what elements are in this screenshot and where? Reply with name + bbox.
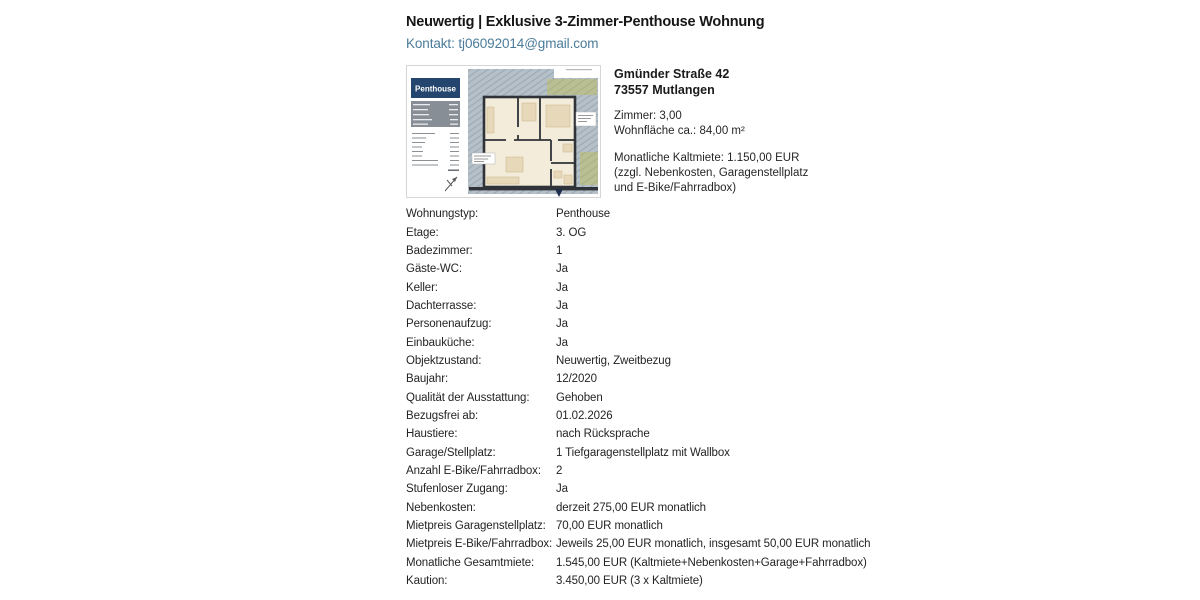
row-label: Dachterrasse:	[406, 299, 477, 312]
floorplan-image	[406, 65, 601, 198]
table-row	[406, 333, 886, 351]
row-label: Badezimmer:	[406, 244, 473, 257]
table-row	[406, 572, 886, 590]
table-row	[406, 223, 886, 241]
row-label: Kaution:	[406, 575, 448, 588]
details-table	[406, 205, 886, 590]
rooms-line: Zimmer: 3,00	[614, 110, 682, 122]
row-label: Nebenkosten:	[406, 501, 476, 514]
row-value: nach Rücksprache	[556, 428, 650, 441]
row-value: derzeit 275,00 EUR monatlich	[556, 501, 706, 514]
row-label: Objektzustand:	[406, 354, 482, 367]
rent-line-3: und E-Bike/Fahrradbox)	[614, 182, 737, 194]
row-value: Ja	[556, 318, 568, 331]
row-label: Bezugsfrei ab:	[406, 409, 479, 422]
expose-page	[406, 12, 886, 590]
row-label: Haustiere:	[406, 428, 458, 441]
row-value: Ja	[556, 263, 568, 276]
table-row	[406, 480, 886, 498]
row-value: Jeweils 25,00 EUR monatlich, insgesamt 50,00 EUR monatlich	[556, 538, 871, 551]
row-value: Penthouse	[556, 208, 611, 221]
row-value: Gehoben	[556, 391, 603, 404]
row-value: Ja	[556, 299, 568, 312]
row-value: Ja	[556, 483, 568, 496]
address-street: Gmünder Straße 42	[614, 67, 730, 81]
row-value: 1 Tiefgaragenstellplatz mit Wallbox	[556, 446, 730, 459]
spec-lines	[614, 109, 808, 138]
floorplan-plan	[468, 67, 599, 197]
table-row	[406, 260, 886, 278]
row-label: Mietpreis E-Bike/Fahrradbox:	[406, 538, 553, 551]
table-row	[406, 517, 886, 535]
table-row	[406, 205, 886, 223]
row-label: Mietpreis Garagenstellplatz:	[406, 520, 546, 533]
row-value: Ja	[556, 336, 568, 349]
row-value: 01.02.2026	[556, 409, 613, 422]
row-label: Baujahr:	[406, 373, 449, 386]
row-label: Monatliche Gesamtmiete:	[406, 556, 535, 569]
address-block	[614, 65, 808, 198]
page-title: Neuwertig | Exklusive 3-Zimmer-Penthouse Wohnung	[406, 14, 765, 30]
row-value: 12/2020	[556, 373, 597, 386]
row-label: Etage:	[406, 226, 439, 239]
penthouse-badge-label: Penthouse	[415, 84, 456, 94]
contact-line	[406, 34, 886, 53]
lawn-strip-top	[547, 79, 597, 95]
row-label: Gäste-WC:	[406, 263, 462, 276]
area-line: Wohnfläche ca.: 84,00 m²	[614, 124, 745, 137]
row-value: 2	[556, 464, 563, 477]
row-label: Stufenloser Zugang:	[406, 483, 508, 496]
dimension-line	[566, 69, 592, 70]
contact-email-link[interactable]: tj06092014@gmail.com	[458, 36, 599, 51]
row-label: Personenaufzug:	[406, 318, 492, 331]
row-label: Qualität der Ausstattung:	[406, 391, 530, 404]
row-label: Wohnungstyp:	[406, 208, 479, 221]
rent-line-1: Monatliche Kaltmiete: 1.150,00 EUR	[614, 152, 800, 164]
lawn-patch-bottom	[580, 152, 598, 185]
property-summary	[406, 65, 886, 198]
table-row	[406, 462, 886, 480]
table-row	[406, 535, 886, 553]
table-row	[406, 554, 886, 572]
rent-block	[614, 151, 808, 196]
floorplan-thumbnail[interactable]	[406, 65, 601, 198]
table-row	[406, 370, 886, 388]
table-row	[406, 407, 886, 425]
row-value: 3.450,00 EUR (3 x Kaltmiete)	[556, 575, 703, 588]
table-row	[406, 443, 886, 461]
table-row	[406, 352, 886, 370]
table-row	[406, 388, 886, 406]
row-value: Ja	[556, 281, 568, 294]
address-city: 73557 Mutlangen	[614, 82, 715, 97]
row-label: Garage/Stellplatz:	[406, 446, 496, 459]
row-value: 1	[556, 244, 563, 257]
row-value: 3. OG	[556, 226, 587, 239]
table-row	[406, 315, 886, 333]
contact-label: Kontakt:	[406, 36, 455, 51]
row-label: Anzahl E-Bike/Fahrradbox:	[406, 464, 541, 477]
table-row	[406, 297, 886, 315]
bottom-terrace-wall	[469, 187, 598, 190]
row-label: Einbauküche:	[406, 336, 475, 349]
row-value: 1.545,00 EUR (Kaltmiete+Nebenkosten+Garage+Fahrradbox)	[556, 556, 867, 569]
row-value: Neuwertig, Zweitbezug	[556, 354, 671, 367]
row-value: 70,00 EUR monatlich	[556, 520, 663, 533]
table-row	[406, 242, 886, 260]
table-row	[406, 278, 886, 296]
row-label: Keller:	[406, 281, 438, 294]
table-row	[406, 499, 886, 517]
rent-line-2: (zzgl. Nebenkosten, Garagenstellplatz	[614, 167, 809, 179]
table-row	[406, 425, 886, 443]
